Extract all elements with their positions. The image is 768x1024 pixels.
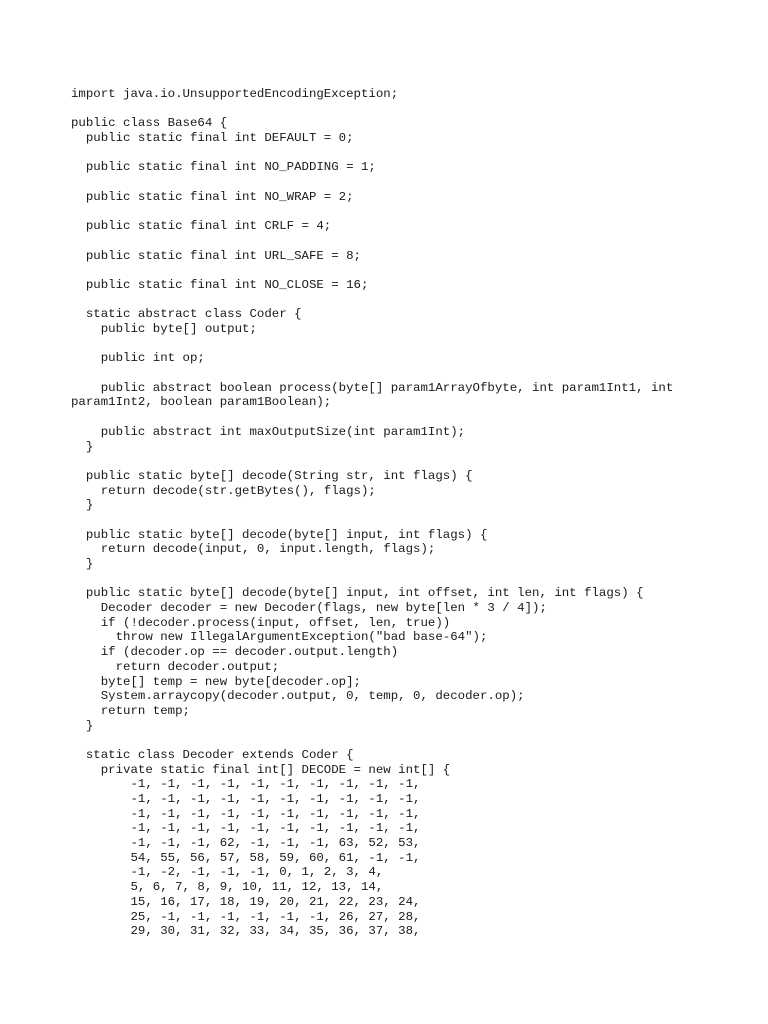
code-line: if (decoder.op == decoder.output.length) (71, 645, 399, 660)
code-line (71, 410, 673, 425)
code-line: static class Decoder extends Coder { (71, 747, 354, 762)
code-line: public static final int DEFAULT = 0; (71, 131, 354, 146)
code-line: -1, -1, -1, -1, -1, -1, -1, -1, -1, -1, (71, 806, 421, 821)
code-line (71, 175, 673, 190)
code-line (71, 102, 673, 117)
code-line: private static final int[] DECODE = new int[] { (71, 762, 451, 777)
code-line: public static final int NO_PADDING = 1; (71, 160, 376, 175)
code-line: static abstract class Coder { (71, 307, 302, 322)
code-line: -1, -1, -1, -1, -1, -1, -1, -1, -1, -1, (71, 777, 421, 792)
code-line: Decoder decoder = new Decoder(flags, new byte[len * 3 / 4]); (71, 601, 547, 616)
code-line: public static final int NO_CLOSE = 16; (71, 277, 369, 292)
code-line: return decoder.output; (71, 659, 280, 674)
code-line: import java.io.UnsupportedEncodingException; (71, 87, 399, 101)
code-line: throw new IllegalArgumentException("bad base-64"); (71, 630, 488, 645)
code-line: public static byte[] decode(byte[] input, int offset, int len, int flags) { (71, 586, 644, 601)
code-line: 15, 16, 17, 18, 19, 20, 21, 22, 23, 24, (71, 894, 421, 909)
code-line: 25, -1, -1, -1, -1, -1, -1, 26, 27, 28, (71, 909, 421, 924)
code-line: } (71, 498, 94, 513)
code-line (71, 337, 673, 352)
code-line (71, 146, 673, 161)
code-line: } (71, 439, 94, 454)
code-line: } (71, 557, 94, 571)
code-line: public static final int NO_WRAP = 2; (71, 189, 354, 204)
code-line: -1, -1, -1, -1, -1, -1, -1, -1, -1, -1, (71, 821, 421, 836)
code-line (71, 293, 673, 308)
code-line (71, 366, 673, 381)
code-line: -1, -1, -1, 62, -1, -1, -1, 63, 52, 53, (71, 836, 421, 851)
code-line (71, 454, 673, 469)
code-line: -1, -2, -1, -1, -1, 0, 1, 2, 3, 4, (71, 865, 384, 880)
code-line: return decode(input, 0, input.length, flags); (71, 542, 436, 557)
code-line: -1, -1, -1, -1, -1, -1, -1, -1, -1, -1, (71, 792, 421, 806)
code-line: public static byte[] decode(String str, int flags) { (71, 468, 473, 483)
code-line (71, 733, 673, 748)
code-line: 29, 30, 31, 32, 33, 34, 35, 36, 37, 38, (71, 924, 421, 939)
code-line: public abstract int maxOutputSize(int param1Int); (71, 424, 466, 439)
code-line: param1Int2, boolean param1Boolean); (71, 395, 332, 410)
code-listing (71, 87, 673, 939)
code-line (71, 205, 673, 220)
code-line (71, 234, 673, 249)
code-line: public static byte[] decode(byte[] input, int flags) { (71, 527, 488, 542)
code-line: public int op; (71, 351, 205, 366)
code-line (71, 263, 673, 278)
code-line: System.arraycopy(decoder.output, 0, temp, 0, decoder.op); (71, 689, 525, 704)
code-line: public class Base64 { (71, 116, 228, 131)
code-line (71, 513, 673, 528)
code-line (71, 572, 673, 587)
code-line: public byte[] output; (71, 322, 257, 336)
code-line: public static final int CRLF = 4; (71, 219, 332, 234)
code-line: 54, 55, 56, 57, 58, 59, 60, 61, -1, -1, (71, 850, 421, 865)
code-line: public static final int URL_SAFE = 8; (71, 248, 361, 263)
code-line: 5, 6, 7, 8, 9, 10, 11, 12, 13, 14, (71, 880, 384, 895)
code-line: return decode(str.getBytes(), flags); (71, 483, 376, 498)
code-line: return temp; (71, 703, 190, 718)
code-line: if (!decoder.process(input, offset, len, true)) (71, 615, 451, 630)
code-line: byte[] temp = new byte[decoder.op]; (71, 674, 361, 689)
code-line: } (71, 718, 94, 733)
code-line: public abstract boolean process(byte[] param1ArrayOfbyte, int param1Int1, int (71, 380, 674, 395)
